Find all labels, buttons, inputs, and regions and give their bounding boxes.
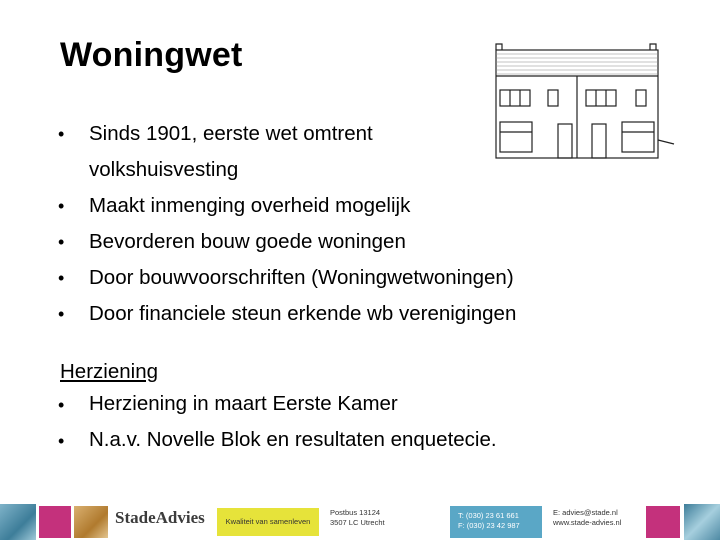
- bullet-text: Maakt inmenging overheid mogelijk: [89, 194, 411, 217]
- footer-slogan: Kwaliteit van samenleven: [217, 508, 319, 536]
- footer-photo-left: [0, 504, 36, 540]
- herziening-section: [60, 357, 660, 459]
- website-line: www.stade-advies.nl: [553, 518, 622, 527]
- bullet-glyph: •: [58, 196, 65, 216]
- fax-line: F: (030) 23 42 987: [458, 521, 520, 530]
- bullet-text: Door bouwvoorschriften (Woningwetwoningen): [89, 266, 514, 289]
- bullet-glyph: •: [58, 395, 65, 415]
- bullet-text: [89, 116, 373, 188]
- bullet-glyph: •: [58, 124, 65, 144]
- address-line: 3507 LC Utrecht: [330, 518, 385, 527]
- email-line: E: advies@stade.nl: [553, 508, 618, 517]
- bullet-glyph: •: [58, 268, 65, 288]
- footer-contact: [553, 508, 621, 528]
- footer-pink-block: [646, 506, 680, 538]
- bullet-item: [58, 423, 660, 459]
- bullet-item: [58, 188, 618, 224]
- bullet-glyph: •: [58, 431, 65, 451]
- footer-address: [330, 508, 385, 528]
- bullet-item: [58, 387, 660, 423]
- phone-line: T: (030) 23 61 661: [458, 511, 519, 520]
- bullet-item: [58, 116, 618, 188]
- bullet-item: [58, 260, 618, 296]
- footer-photo: [74, 506, 108, 538]
- address-line: Postbus 13124: [330, 508, 381, 517]
- bullet-list: [58, 116, 618, 332]
- bullet-glyph: •: [58, 304, 65, 324]
- slide-title: Woningwet: [60, 36, 243, 74]
- bullet-text: N.a.v. Novelle Blok en resultaten enquetecie.: [89, 428, 497, 451]
- footer-banner: [0, 498, 720, 540]
- bullet-text-line: volkshuisvesting: [89, 158, 239, 181]
- bullet-text-line: Sinds 1901, eerste wet omtrent: [89, 122, 373, 145]
- section-heading: Herziening: [60, 360, 158, 383]
- bullet-item: [58, 296, 618, 332]
- bullet-text: Bevorderen bouw goede woningen: [89, 230, 406, 253]
- bullet-item: [58, 224, 618, 260]
- footer-photo-right: [684, 504, 720, 540]
- bullet-glyph: •: [58, 232, 65, 252]
- bullet-text: Door financiele steun erkende wb verenigingen: [89, 302, 517, 325]
- stade-advies-logo: StadeAdvies: [115, 508, 205, 527]
- footer-phone: [450, 506, 542, 538]
- bullet-text: Herziening in maart Eerste Kamer: [89, 392, 398, 415]
- footer-pink-block: [39, 506, 71, 538]
